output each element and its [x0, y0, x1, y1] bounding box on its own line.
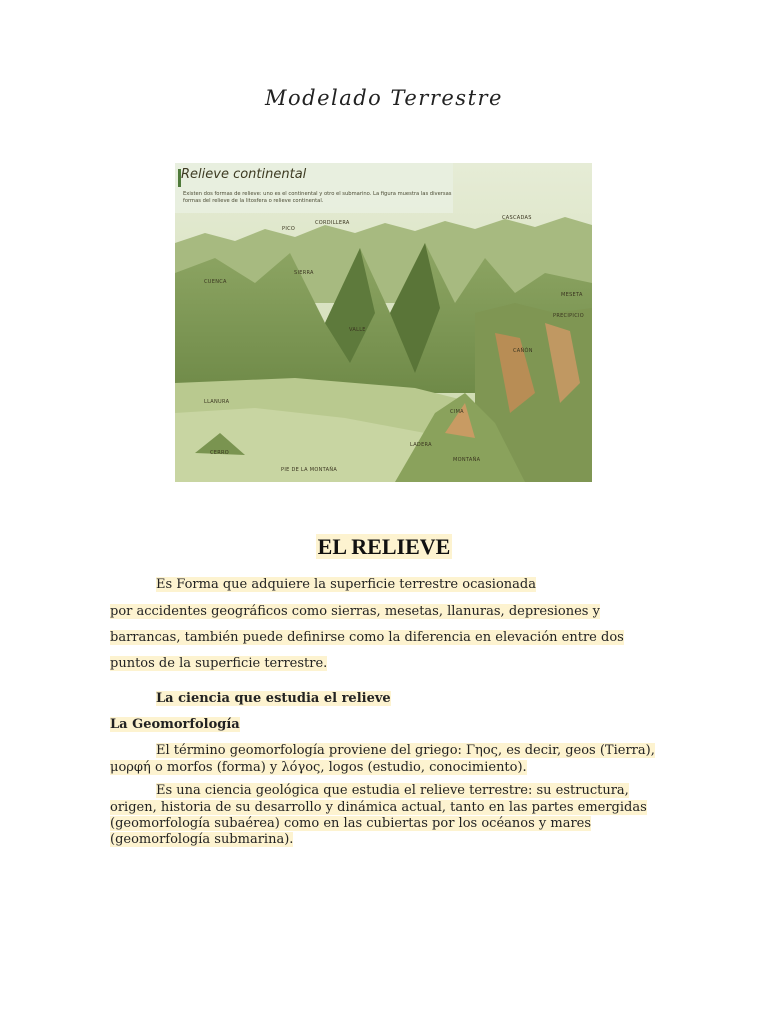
subtitle2-text: La Geomorfología: [110, 717, 240, 732]
label-cascadas: CASCADAS: [502, 215, 532, 221]
label-sierra: SIERRA: [294, 270, 314, 276]
label-cima: CIMA: [450, 409, 464, 415]
p1-text4: puntos de la superficie terrestre.: [110, 656, 328, 671]
relief-illustration: [175, 163, 592, 482]
p1-text2: por accidentes geográficos como sierras, mesetas, llanuras, depresiones y: [110, 604, 600, 619]
label-precipicio: PRECIPICIO: [553, 313, 585, 319]
label-montana: MONTAÑA: [453, 457, 481, 463]
section-title: [0, 534, 768, 560]
paragraph1-line1: [156, 577, 536, 592]
paragraph3-line4: [110, 832, 293, 847]
p3-text1: Es una ciencia geológica que estudia el relieve terrestre: su estructura,: [156, 783, 629, 798]
relief-landscape-svg: [175, 163, 592, 482]
p2-text2: μορφή o morfos (forma) y λόγος, logos (estudio, conocimiento).: [110, 760, 527, 775]
label-canon: CAÑÓN: [513, 348, 533, 354]
label-pico: PICO: [282, 226, 296, 232]
label-cuenca: CUENCA: [204, 279, 227, 285]
label-llanura: LLANURA: [204, 399, 230, 405]
p3-text4: (geomorfología submarina).: [110, 832, 294, 847]
label-valle: VALLE: [349, 327, 366, 333]
label-meseta: MESETA: [561, 292, 583, 298]
paragraph3-line3: [110, 816, 591, 831]
label-ladera: LADERA: [410, 442, 432, 448]
p2-text1: El término geomorfología proviene del griego: Γηος, es decir, geos (Tierra),: [156, 743, 655, 758]
p3-text3: (geomorfología subaérea) como en las cubiertas por los océanos y mares: [110, 816, 592, 831]
figure-heading: Relieve continental: [181, 167, 307, 182]
paragraph2-line1: [156, 743, 655, 758]
section-title-text: EL RELIEVE: [317, 534, 451, 559]
subtitle-text: La ciencia que estudia el relieve: [156, 691, 391, 706]
label-cordillera: CORDILLERA: [315, 220, 350, 226]
label-pie-montana: PIE DE LA MONTAÑA: [281, 467, 338, 473]
label-cerro: CERRO: [210, 450, 230, 456]
paragraph1-line2: [110, 604, 600, 619]
subtitle-geomorfologia: [110, 717, 240, 732]
paragraph1-line3: [110, 630, 624, 645]
p1-text1: Es Forma que adquiere la superficie terrestre ocasionada: [156, 577, 536, 592]
p1-text3: barrancas, también puede definirse como la diferencia en elevación entre dos: [110, 630, 624, 645]
paragraph1-line4: [110, 656, 327, 671]
document-title: Modelado Terrestre: [264, 86, 503, 110]
paragraph3-line2: [110, 800, 647, 815]
paragraph3-line1: [156, 783, 629, 798]
subtitle-ciencia: [156, 691, 391, 706]
paragraph2-line2: [110, 760, 527, 775]
p3-text2: origen, historia de su desarrollo y dinámica actual, tanto en las partes emergidas: [110, 800, 647, 815]
figure-description: Existen dos formas de relieve: uno es el continental y otro el submarino. La figura muestra las diversas formas del relieve de la litosfera o relieve continental.: [183, 191, 452, 204]
